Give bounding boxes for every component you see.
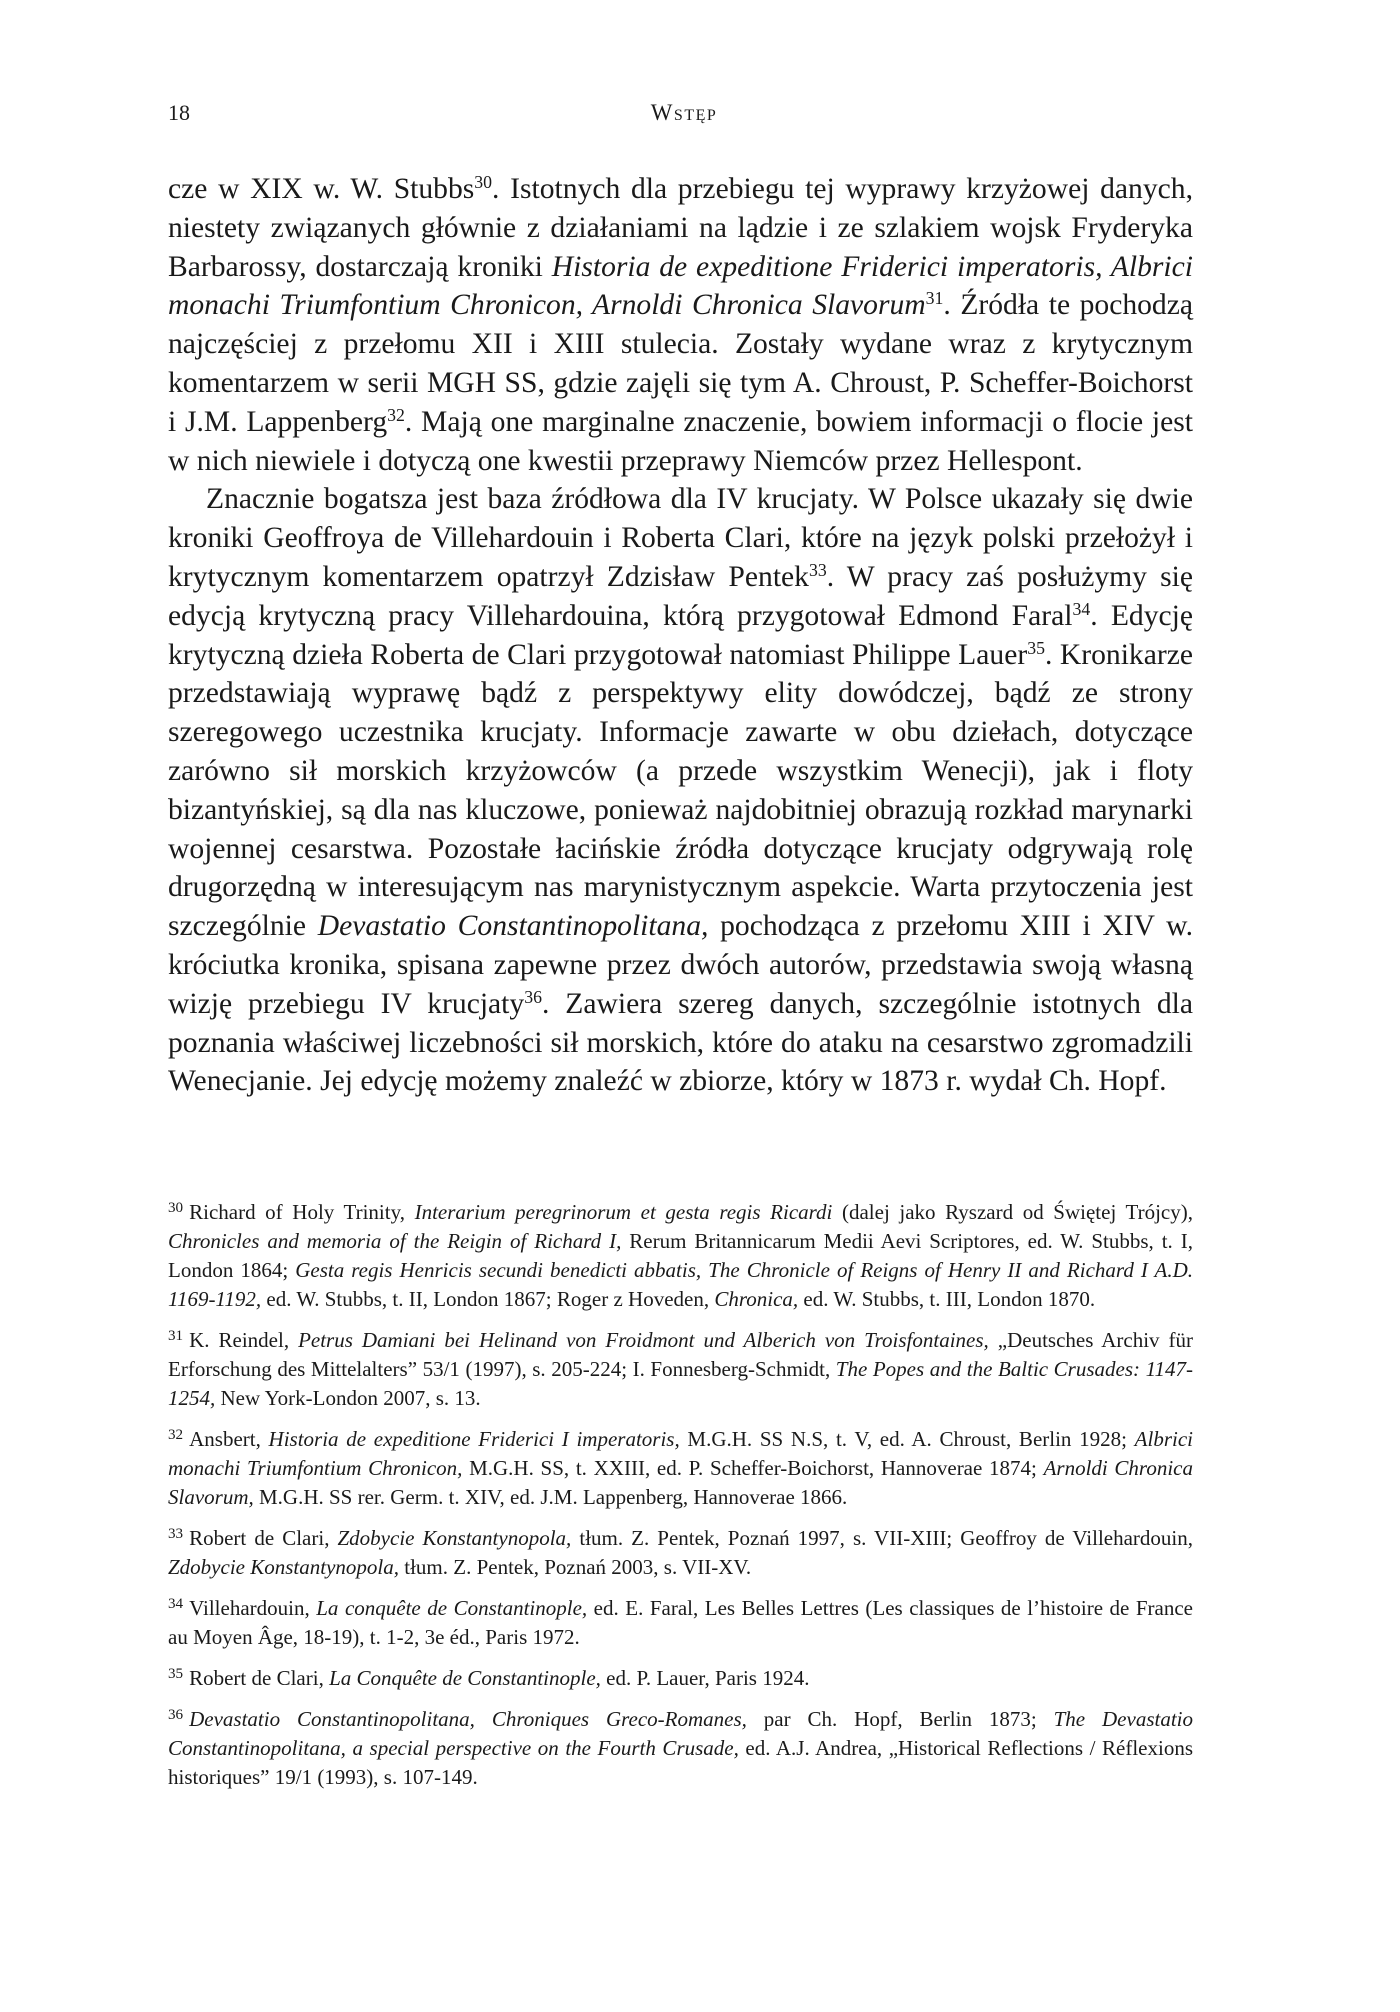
italic-text: La conquête de Constantinople,	[316, 1596, 588, 1620]
text-run: Rerum Britannicarum Medii Aevi Scriptores, ed. W. Stubbs, t. I, London 1864;	[168, 1229, 1193, 1282]
footnote	[168, 1705, 1193, 1792]
text-run: (dalej jako Ryszard od Świętej Trójcy),	[832, 1200, 1193, 1224]
footnote-number: 30	[168, 1200, 184, 1217]
italic-text: Historia de expeditione Friderici I imperatoris,	[268, 1427, 680, 1451]
footnote	[168, 1198, 1193, 1314]
text-run: Robert de Clari,	[189, 1666, 330, 1690]
text-run: M.G.H. SS rer. Germ. t. XIV, ed. J.M. Lappenberg, Hannoverae 1866.	[253, 1485, 848, 1509]
paragraph	[168, 480, 1193, 1101]
italic-text: Chronica,	[714, 1287, 799, 1311]
page-header	[168, 100, 1200, 140]
text-run: par Ch. Hopf, Berlin 1873;	[746, 1707, 1054, 1731]
text-run: ed. W. Stubbs, t. II, London 1867; Roger z Hoveden,	[261, 1287, 715, 1311]
text-run: . W pracy zaś posłużymy się edycją krytyczną pracy Villehardouina, którą przygotował Edmond Faral	[168, 560, 1193, 632]
footnote-number: 34	[168, 1596, 184, 1613]
footnote-reference[interactable]: 35	[1027, 637, 1045, 658]
footnote-number: 33	[168, 1526, 184, 1543]
italic-text: Interarium peregrinorum et gesta regis Ricardi	[414, 1200, 833, 1224]
text-run: ed. W. Stubbs, t. III, London 1870.	[798, 1287, 1096, 1311]
italic-text: Chronicles and memoria of the Reigin of Richard I,	[168, 1229, 622, 1253]
text-run: . Źródła te pochodzą najczęściej z przełomu XII i XIII stulecia. Zostały wydane wraz z krytycznym komentarzem w serii MGH SS, gdzie zajęli się tym A. Chroust, P. Scheffer-Boichorst i J.M. Lappenberg	[168, 289, 1193, 438]
text-run: ed. P. Lauer, Paris 1924.	[600, 1666, 810, 1690]
footnote	[168, 1425, 1193, 1512]
footnote-number: 36	[168, 1707, 184, 1724]
main-text	[168, 170, 1193, 1101]
italic-text: La Conquête de Constantinople,	[329, 1666, 601, 1690]
footnote-reference[interactable]: 30	[474, 172, 493, 193]
text-run: M.G.H. SS, t. XXIII, ed. P. Scheffer-Boichorst, Hannoverae 1874;	[462, 1456, 1044, 1480]
footnote-reference[interactable]: 32	[387, 405, 405, 426]
text-run: tłum. Z. Pentek, Poznań 1997, s. VII-XIII; Geoffroy de Villehardouin,	[571, 1526, 1193, 1550]
italic-text: Arnoldi Chronica Slavorum,	[168, 1456, 1193, 1509]
text-run: . Edycję krytyczną dzieła Roberta de Clari przygotował natomiast Philippe Lauer	[168, 599, 1194, 671]
text-run: M.G.H. SS N.S, t. V, ed. A. Chroust, Berlin 1928;	[679, 1427, 1135, 1451]
paragraph	[168, 170, 1193, 480]
text-run: Richard of Holy Trinity,	[189, 1200, 415, 1224]
footnote-reference[interactable]: 36	[524, 986, 542, 1007]
text-run: . Istotnych dla przebiegu tej wyprawy krzyżowej danych, niestety związanych głównie z działaniami na lądzie i ze szlakiem wojsk Fryderyka Barbarossy, dostarczają kroniki	[168, 173, 1193, 283]
footnote	[168, 1326, 1193, 1413]
text-run: Robert de Clari,	[189, 1526, 338, 1550]
text-run: Ansbert,	[189, 1427, 269, 1451]
italic-text: The Popes and the Baltic Crusades: 1147-1254,	[168, 1357, 1193, 1410]
footnote-reference[interactable]: 31	[925, 288, 944, 309]
text-run: „Deutsches Archiv für Erforschung des Mittelalters” 53/1 (1997), s. 205-224; I. Fonnesberg-Schmidt,	[168, 1328, 1193, 1381]
text-run: . Zawiera szereg danych, szczególnie istotnych dla poznania właściwej liczebności sił morskich, które do ataku na cesarstwo zgromadzili Wenecjanie. Jej edycję możemy znaleźć w zbiorze, który w 1873 r. wydał Ch. Hopf.	[168, 987, 1193, 1098]
page-number: 18	[168, 100, 190, 125]
text-run: ed. A.J. Andrea, „Historical Reflections / Réflexions historiques” 19/1 (1993), s. 107-149.	[168, 1736, 1193, 1789]
italic-text: Zdobycie Konstantynopola,	[337, 1526, 572, 1550]
footnote-number: 31	[168, 1328, 184, 1345]
italic-text: Historia de expeditione Friderici imperatoris, Albrici monachi Triumfontium Chronicon, Arnoldi Chronica Slavorum	[168, 250, 1194, 322]
italic-text: Petrus Damiani bei Helinand von Froidmont und Alberich von Troisfontaines,	[298, 1328, 989, 1352]
text-run: New York-London 2007, s. 13.	[215, 1386, 481, 1410]
footnote	[168, 1664, 1193, 1693]
italic-text: Devastatio Constantinopolitana,	[317, 910, 709, 943]
italic-text: Gesta regis Henricis secundi benedicti abbatis, The Chronicle of Reigns of Henry II and Richard I A.D. 1169-1192,	[168, 1258, 1193, 1311]
footnote-reference[interactable]: 33	[808, 560, 827, 581]
text-run: tłum. Z. Pentek, Poznań 2003, s. VII-XV.	[398, 1555, 752, 1579]
footnote-reference[interactable]: 34	[1072, 599, 1091, 619]
text-run: Znacznie bogatsza jest baza źródłowa dla IV krucjaty. W Polsce ukazały się dwie kroniki Geoffroya de Villehardouin i Roberta Clari, które na język polski przełożył i krytycznym komentarzem opatrzył Zdzisław Pentek	[168, 483, 1193, 593]
running-head: Wstęp	[650, 100, 718, 125]
italic-text: The Devastatio Constantinopolitana, a special perspective on the Fourth Crusade,	[168, 1707, 1193, 1760]
footnotes	[168, 1198, 1193, 1804]
text-run: . Mają one marginalne znaczenie, bowiem informacji o flocie jest w nich niewiele i dotyczą one kwestii przeprawy Niemców przez Hellespont.	[168, 405, 1194, 477]
footnote	[168, 1594, 1193, 1652]
text-run: ed. E. Faral, Les Belles Lettres (Les classiques de l’histoire de France au Moyen Âge, 18-19), t. 1-2, 3e éd., Paris 1972.	[168, 1596, 1193, 1649]
footnote	[168, 1524, 1193, 1582]
italic-text: Devastatio Constantinopolitana, Chroniques Greco-Romanes,	[189, 1707, 747, 1731]
text-run: Villehardouin,	[189, 1596, 317, 1620]
text-run: pochodząca z przełomu XIII i XIV w. króciutka kronika, spisana zapewne przez dwóch autorów, przedstawia swoją własną wizję przebiegu IV krucjaty	[168, 910, 1193, 1020]
italic-text: Albrici monachi Triumfontium Chronicon,	[168, 1427, 1193, 1480]
footnote-number: 35	[168, 1666, 184, 1683]
text-run: . Kronikarze przedstawiają wyprawę bądź z perspektywy elity dowódczej, bądź ze strony szeregowego uczestnika krucjaty. Informacje zawarte w obu dziełach, dotyczące zarówno sił morskich krzyżowców (a przede wszystkim Wenecji), jak i floty bizantyńskiej, są dla nas kluczowe, ponieważ najdobitniej obrazują rozkład marynarki wojennej cesarstwa. Pozostałe łacińskie źródła dotyczące krucjaty odgrywają rolę drugorzędną w interesującym nas marynistycznym aspekcie. Warta przytoczenia jest szczególnie	[168, 638, 1193, 943]
footnote-number: 32	[168, 1427, 184, 1444]
text-run: cze w XIX w. W. Stubbs	[168, 173, 475, 205]
text-run: K. Reindel,	[189, 1328, 299, 1352]
italic-text: Zdobycie Konstantynopola,	[168, 1555, 399, 1579]
